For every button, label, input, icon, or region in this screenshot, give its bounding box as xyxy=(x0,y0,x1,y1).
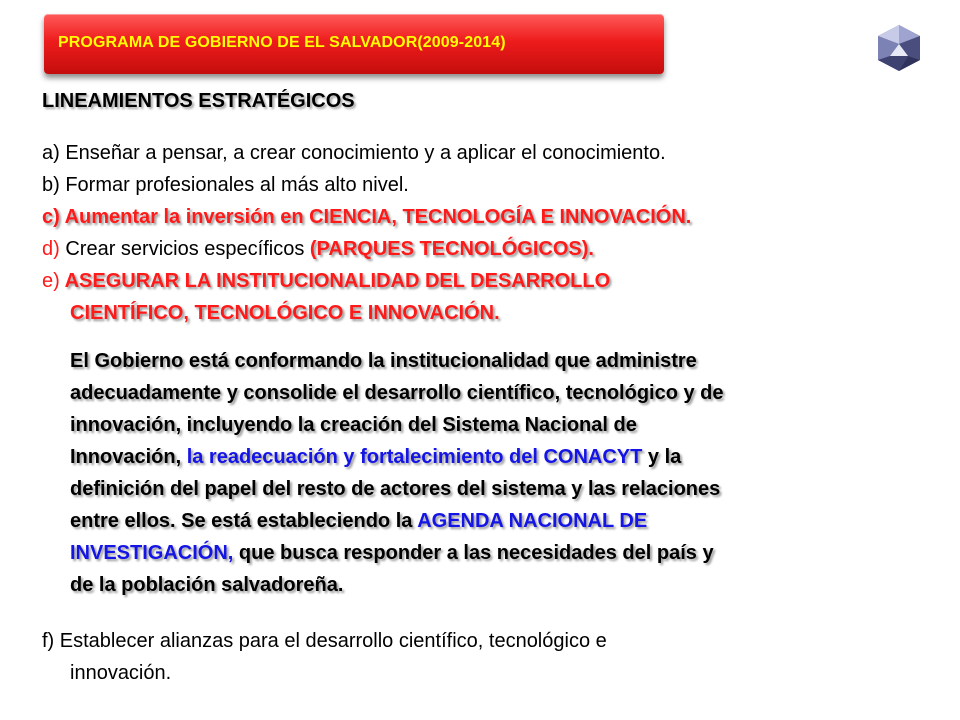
paragraph-line-7 xyxy=(70,542,714,565)
paragraph-line-3: innovación, incluyendo la creación del Sistema Nacional de xyxy=(70,414,637,436)
paragraph-line-4 xyxy=(70,446,681,469)
investigacion-highlight: INVESTIGACIÓN, xyxy=(70,542,234,564)
paragraph-l4-end: y la xyxy=(642,446,682,468)
item-e-marker: e) xyxy=(42,270,60,292)
section-heading: LINEAMIENTOS ESTRATÉGICOS xyxy=(42,90,355,112)
paragraph-line-5: definición del papel del resto de actores del sistema y las relaciones xyxy=(70,478,721,500)
paragraph-line-6 xyxy=(70,510,647,533)
paragraph-l6-start: entre ellos. Se está estableciendo la xyxy=(70,510,418,532)
item-c: c) Aumentar la inversión en CIENCIA, TECNOLOGÍA E INNOVACIÓN. xyxy=(42,206,692,228)
paragraph-l4-start: Innovación, xyxy=(70,446,187,468)
conacyt-highlight: la readecuación y fortalecimiento del CONACYT xyxy=(186,446,643,468)
item-d xyxy=(42,238,594,261)
item-b: b) Formar profesionales al más alto nivel. xyxy=(42,174,409,196)
item-e-line2: CIENTÍFICO, TECNOLÓGICO E INNOVACIÓN. xyxy=(70,302,500,324)
item-d-highlight: (PARQUES TECNOLÓGICOS). xyxy=(309,238,594,260)
paragraph-line-1: El Gobierno está conformando la institucionalidad que administre xyxy=(70,350,697,372)
crystal-gem-icon xyxy=(876,24,922,72)
item-e-line1 xyxy=(42,270,610,293)
item-f-line2: innovación. xyxy=(70,662,172,684)
item-f-line1: f) Establecer alianzas para el desarrollo científico, tecnológico e xyxy=(42,630,607,652)
agenda-highlight: AGENDA NACIONAL DE xyxy=(417,510,648,532)
item-d-text: Crear servicios específicos xyxy=(59,238,310,260)
item-d-marker: d) xyxy=(42,238,60,260)
paragraph-line-8: de la población salvadoreña. xyxy=(70,574,344,596)
paragraph-line-2: adecuadamente y consolide el desarrollo científico, tecnológico y de xyxy=(70,382,724,404)
item-e-text: ASEGURAR LA INSTITUCIONALIDAD DEL DESARROLLO xyxy=(59,270,611,292)
paragraph-l7-end: que busca responder a las necesidades del país y xyxy=(233,542,714,564)
title-banner xyxy=(44,14,664,74)
item-a: a) Enseñar a pensar, a crear conocimiento y a aplicar el conocimiento. xyxy=(42,142,666,164)
banner-title: PROGRAMA DE GOBIERNO DE EL SALVADOR(2009-2014) xyxy=(58,34,506,51)
